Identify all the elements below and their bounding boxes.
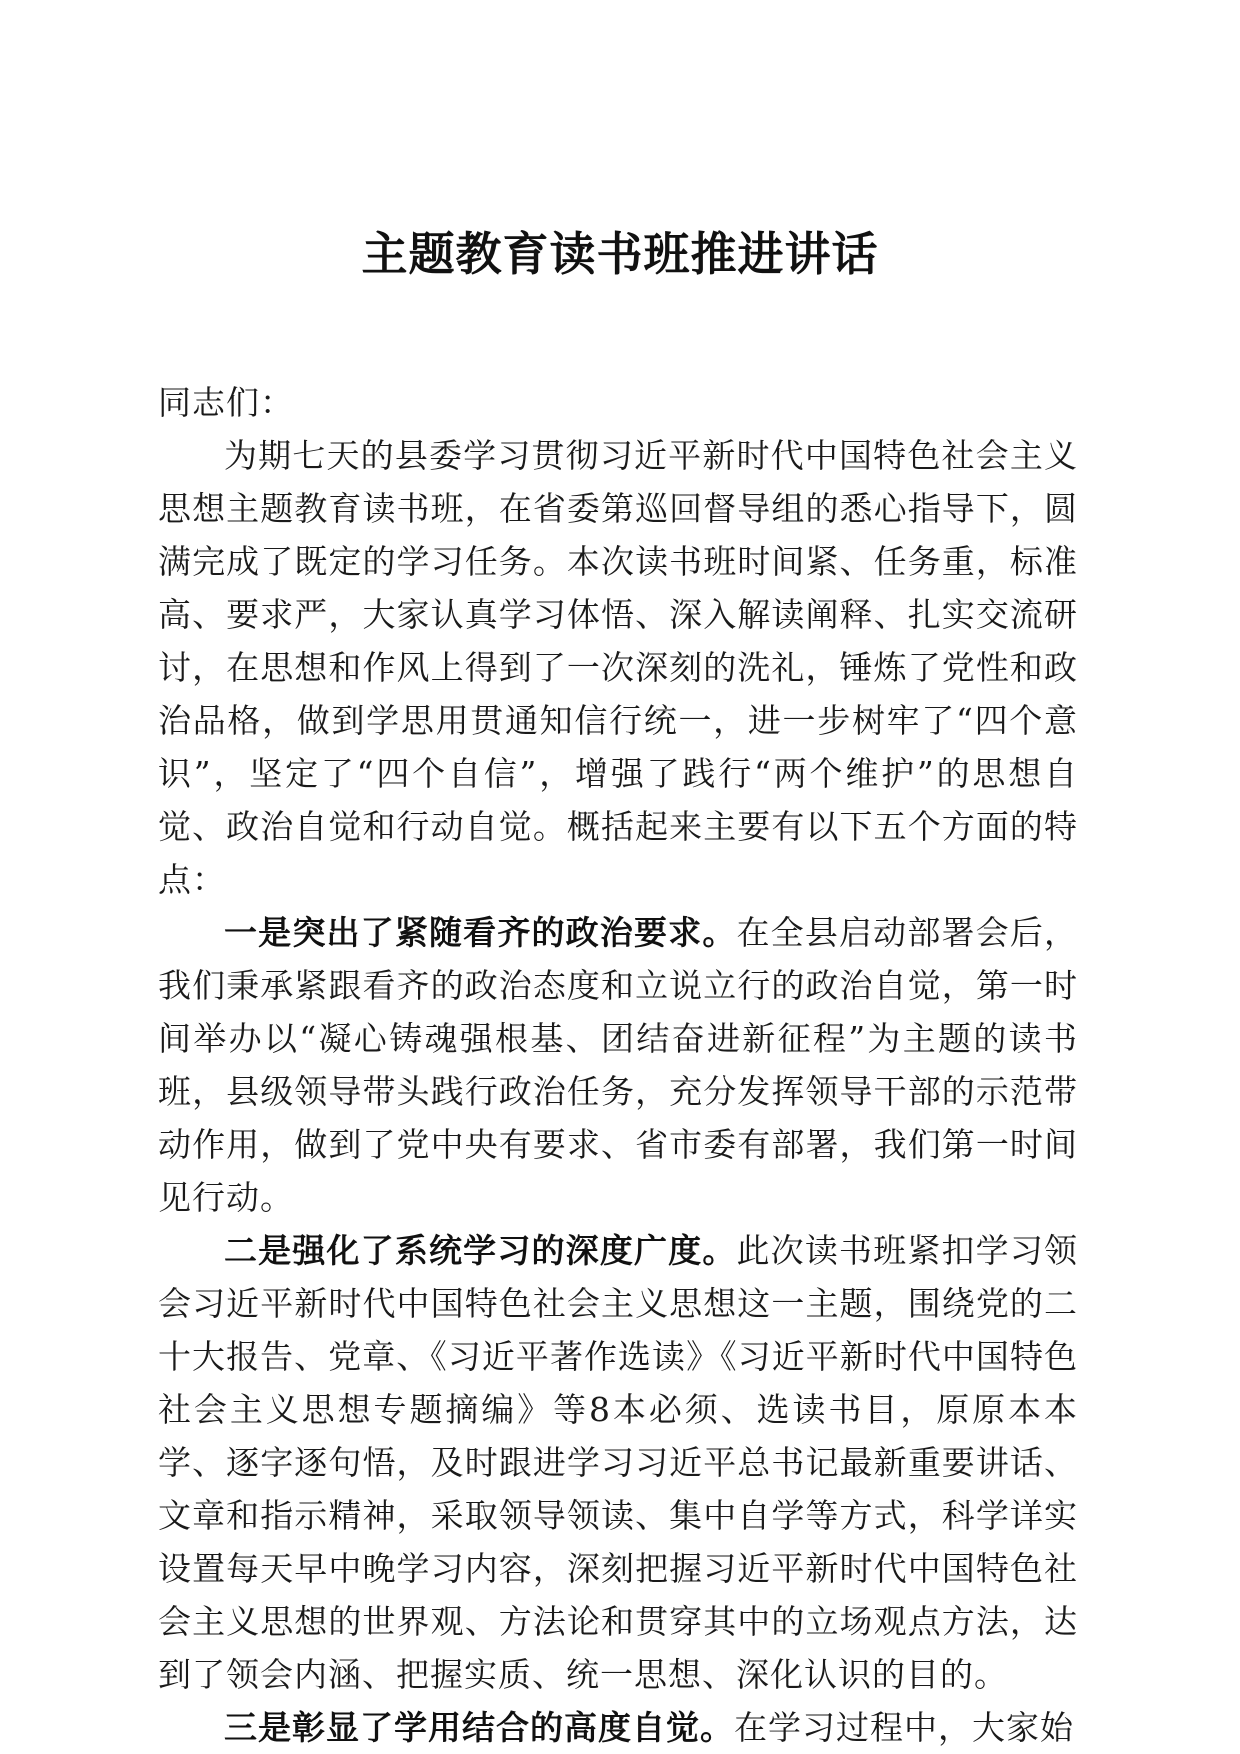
intro-paragraph: 为期七天的县委学习贯彻习近平新时代中国特色社会主义思想主题教育读书班，在省委第巡回督导组的悉心指导下，圆满完成了既定的学习任务。本次读书班时间紧、任务重，标准高、要求严，大家认真学习体悟、深入解读阐释、扎实交流研讨，在思想和作风上得到了一次深刻的洗礼，锤炼了党性和政治品格，做到学思用贯通知信行统一，进一步树牢了“四个意识”，坚定了“四个自信”，增强了践行“两个维护”的思想自觉、政治自觉和行动自觉。概括起来主要有以下五个方面的特点： (158, 436, 1078, 899)
point-body-1: 在全县启动部署会后，我们秉承紧跟看齐的政治态度和立说立行的政治自觉，第一时间举办以“凝心铸魂强根基、团结奋进新征程”为主题的读书班，县级领导带头践行政治任务，充分发挥领导干部的示范带动作用，做到了党中央有要求、省市委有部署，我们第一时间见行动。 (158, 913, 1079, 1217)
document-title: 主题教育读书班推进讲话 (361, 227, 879, 281)
point-lead-3: 三是彰显了学用结合的高度自觉。 (224, 1708, 734, 1747)
point-paragraph-2 (158, 1224, 1078, 1701)
point-lead-1: 一是突出了紧随看齐的政治要求。 (224, 913, 737, 952)
point-paragraph-3 (158, 1701, 1078, 1754)
point-paragraph-1 (158, 906, 1078, 1224)
document-body (158, 376, 1078, 1754)
point-body-3: 在学习过程中，大家始 (734, 1708, 1074, 1747)
point-lead-2: 二是强化了系统学习的深度广度。 (224, 1231, 737, 1270)
point-body-2: 此次读书班紧扣学习领会习近平新时代中国特色社会主义思想这一主题，围绕党的二十大报告、党章、《习近平著作选读》《习近平新时代中国特色社会主义思想专题摘编》等8本必须、选读书目，原原本本学、逐字逐句悟，及时跟进学习习近平总书记最新重要讲话、文章和指示精神，采取领导领读、集中自学等方式，科学详实设置每天早中晚学习内容，深刻把握习近平新时代中国特色社会主义思想的世界观、方法论和贯穿其中的立场观点方法，达到了领会内涵、把握实质、统一思想、深化认识的目的。 (158, 1231, 1079, 1694)
salutation: 同志们： (158, 383, 294, 422)
